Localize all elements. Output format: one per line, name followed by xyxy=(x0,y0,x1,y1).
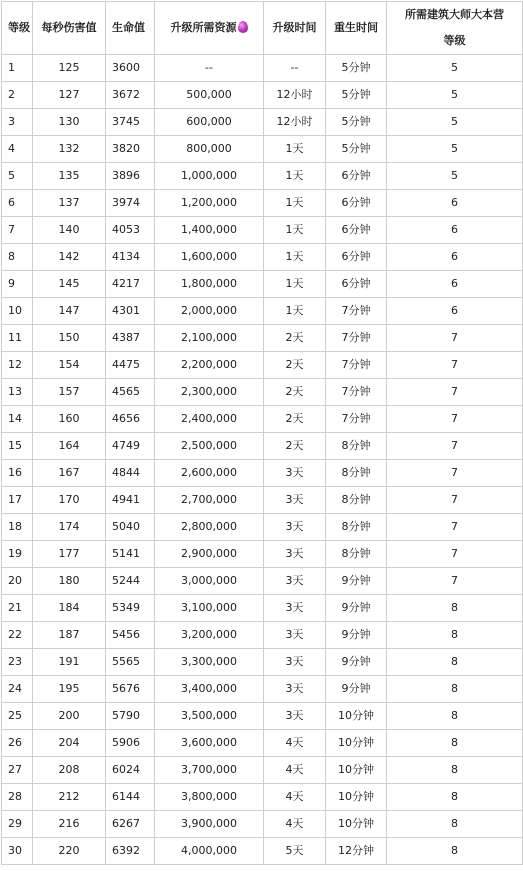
cell-level: 14 xyxy=(2,406,33,433)
cell-required-level: 6 xyxy=(387,271,523,298)
cell-respawn-time: 10分钟 xyxy=(326,784,387,811)
cell-hp: 5906 xyxy=(106,730,155,757)
cell-dps: 130 xyxy=(33,109,106,136)
table-row xyxy=(2,541,523,568)
cell-dps: 157 xyxy=(33,379,106,406)
cell-required-level: 5 xyxy=(387,82,523,109)
cell-cost: 2,700,000 xyxy=(155,487,264,514)
cell-upgrade-time: 1天 xyxy=(264,136,326,163)
cell-respawn-time: 9分钟 xyxy=(326,676,387,703)
cell-cost: 3,800,000 xyxy=(155,784,264,811)
cell-upgrade-time: 3天 xyxy=(264,676,326,703)
cell-level: 27 xyxy=(2,757,33,784)
cell-required-level: 8 xyxy=(387,703,523,730)
cell-cost: 3,100,000 xyxy=(155,595,264,622)
cell-hp: 4134 xyxy=(106,244,155,271)
cell-dps: 135 xyxy=(33,163,106,190)
cell-dps: 191 xyxy=(33,649,106,676)
cell-level: 17 xyxy=(2,487,33,514)
table-row xyxy=(2,190,523,217)
cell-hp: 4387 xyxy=(106,325,155,352)
cell-level: 28 xyxy=(2,784,33,811)
cell-cost: 2,600,000 xyxy=(155,460,264,487)
cell-cost: 1,600,000 xyxy=(155,244,264,271)
cell-dps: 212 xyxy=(33,784,106,811)
cell-required-level: 5 xyxy=(387,163,523,190)
cell-cost: 1,200,000 xyxy=(155,190,264,217)
cell-dps: 220 xyxy=(33,838,106,865)
cell-required-level: 8 xyxy=(387,676,523,703)
cell-hp: 4053 xyxy=(106,217,155,244)
cell-required-level: 7 xyxy=(387,406,523,433)
cell-level: 13 xyxy=(2,379,33,406)
cell-required-level: 6 xyxy=(387,217,523,244)
cell-level: 24 xyxy=(2,676,33,703)
cell-level: 22 xyxy=(2,622,33,649)
cell-required-level: 8 xyxy=(387,757,523,784)
table-row xyxy=(2,244,523,271)
cell-dps: 154 xyxy=(33,352,106,379)
table-row xyxy=(2,622,523,649)
cell-required-level: 5 xyxy=(387,55,523,82)
cell-respawn-time: 8分钟 xyxy=(326,460,387,487)
cell-respawn-time: 9分钟 xyxy=(326,649,387,676)
header-cost-label: 升级所需资源 xyxy=(170,21,237,34)
cell-hp: 3974 xyxy=(106,190,155,217)
cell-level: 5 xyxy=(2,163,33,190)
cell-respawn-time: 7分钟 xyxy=(326,298,387,325)
cell-respawn-time: 5分钟 xyxy=(326,136,387,163)
cell-hp: 3896 xyxy=(106,163,155,190)
cell-upgrade-time: 3天 xyxy=(264,649,326,676)
cell-hp: 4565 xyxy=(106,379,155,406)
table-row xyxy=(2,811,523,838)
table-row xyxy=(2,298,523,325)
header-respawn-time: 重生时间 xyxy=(326,2,387,55)
cell-upgrade-time: 3天 xyxy=(264,622,326,649)
cell-hp: 3745 xyxy=(106,109,155,136)
header-hp: 生命值 xyxy=(106,2,155,55)
table-row xyxy=(2,676,523,703)
cell-required-level: 7 xyxy=(387,352,523,379)
cell-cost: 3,200,000 xyxy=(155,622,264,649)
cell-level: 11 xyxy=(2,325,33,352)
cell-upgrade-time: 12小时 xyxy=(264,109,326,136)
cell-cost: 800,000 xyxy=(155,136,264,163)
table-row xyxy=(2,568,523,595)
cell-upgrade-time: 4天 xyxy=(264,811,326,838)
cell-dps: 142 xyxy=(33,244,106,271)
header-required-level-line2: 等级 xyxy=(443,34,466,47)
cell-required-level: 6 xyxy=(387,190,523,217)
table-row xyxy=(2,649,523,676)
cell-required-level: 8 xyxy=(387,595,523,622)
cell-cost: 3,600,000 xyxy=(155,730,264,757)
cell-respawn-time: 5分钟 xyxy=(326,82,387,109)
cell-hp: 4301 xyxy=(106,298,155,325)
cell-hp: 5040 xyxy=(106,514,155,541)
cell-cost: 3,500,000 xyxy=(155,703,264,730)
cell-dps: 204 xyxy=(33,730,106,757)
cell-upgrade-time: 2天 xyxy=(264,352,326,379)
cell-dps: 150 xyxy=(33,325,106,352)
table-row xyxy=(2,136,523,163)
table-row xyxy=(2,82,523,109)
cell-upgrade-time: 1天 xyxy=(264,271,326,298)
header-upgrade-time: 升级时间 xyxy=(264,2,326,55)
cell-respawn-time: 9分钟 xyxy=(326,595,387,622)
cell-hp: 5676 xyxy=(106,676,155,703)
cell-upgrade-time: 2天 xyxy=(264,406,326,433)
cell-respawn-time: 10分钟 xyxy=(326,730,387,757)
cell-required-level: 7 xyxy=(387,487,523,514)
cell-level: 26 xyxy=(2,730,33,757)
cell-dps: 167 xyxy=(33,460,106,487)
cell-respawn-time: 5分钟 xyxy=(326,55,387,82)
cell-required-level: 7 xyxy=(387,541,523,568)
cell-hp: 4217 xyxy=(106,271,155,298)
cell-dps: 200 xyxy=(33,703,106,730)
cell-required-level: 8 xyxy=(387,622,523,649)
cell-cost: 500,000 xyxy=(155,82,264,109)
cell-dps: 195 xyxy=(33,676,106,703)
cell-respawn-time: 12分钟 xyxy=(326,838,387,865)
cell-level: 29 xyxy=(2,811,33,838)
table-row xyxy=(2,325,523,352)
table-row xyxy=(2,352,523,379)
cell-cost: 1,400,000 xyxy=(155,217,264,244)
cell-hp: 3672 xyxy=(106,82,155,109)
table-row xyxy=(2,595,523,622)
table-row xyxy=(2,730,523,757)
cell-cost: 3,000,000 xyxy=(155,568,264,595)
table-row xyxy=(2,271,523,298)
cell-cost: 3,700,000 xyxy=(155,757,264,784)
cell-cost: 2,500,000 xyxy=(155,433,264,460)
elixir-drop-icon xyxy=(238,21,248,33)
cell-hp: 6267 xyxy=(106,811,155,838)
header-cost xyxy=(155,2,264,55)
cell-upgrade-time: 3天 xyxy=(264,460,326,487)
table-row xyxy=(2,109,523,136)
cell-cost: 3,300,000 xyxy=(155,649,264,676)
cell-cost: 2,800,000 xyxy=(155,514,264,541)
cell-respawn-time: 6分钟 xyxy=(326,163,387,190)
cell-hp: 4749 xyxy=(106,433,155,460)
table-row xyxy=(2,406,523,433)
table-header-row xyxy=(2,2,523,55)
cell-cost: 3,400,000 xyxy=(155,676,264,703)
cell-hp: 6392 xyxy=(106,838,155,865)
table-body xyxy=(2,55,523,865)
cell-cost: -- xyxy=(155,55,264,82)
cell-dps: 170 xyxy=(33,487,106,514)
cell-dps: 125 xyxy=(33,55,106,82)
cell-hp: 5349 xyxy=(106,595,155,622)
cell-upgrade-time: 1天 xyxy=(264,298,326,325)
cell-respawn-time: 10分钟 xyxy=(326,757,387,784)
cell-respawn-time: 9分钟 xyxy=(326,568,387,595)
cell-hp: 4656 xyxy=(106,406,155,433)
cell-level: 15 xyxy=(2,433,33,460)
table-row xyxy=(2,757,523,784)
cell-upgrade-time: 3天 xyxy=(264,568,326,595)
cell-level: 4 xyxy=(2,136,33,163)
cell-hp: 4844 xyxy=(106,460,155,487)
cell-level: 20 xyxy=(2,568,33,595)
cell-hp: 6024 xyxy=(106,757,155,784)
cell-level: 23 xyxy=(2,649,33,676)
cell-respawn-time: 6分钟 xyxy=(326,244,387,271)
cell-level: 19 xyxy=(2,541,33,568)
cell-required-level: 8 xyxy=(387,838,523,865)
table-row xyxy=(2,217,523,244)
cell-level: 21 xyxy=(2,595,33,622)
cell-upgrade-time: 2天 xyxy=(264,379,326,406)
cell-upgrade-time: 4天 xyxy=(264,784,326,811)
cell-level: 18 xyxy=(2,514,33,541)
cell-dps: 140 xyxy=(33,217,106,244)
cell-level: 2 xyxy=(2,82,33,109)
table-row xyxy=(2,433,523,460)
cell-level: 6 xyxy=(2,190,33,217)
cell-respawn-time: 6分钟 xyxy=(326,271,387,298)
cell-dps: 132 xyxy=(33,136,106,163)
cell-cost: 2,400,000 xyxy=(155,406,264,433)
header-dps: 每秒伤害值 xyxy=(33,2,106,55)
cell-cost: 2,300,000 xyxy=(155,379,264,406)
cell-respawn-time: 8分钟 xyxy=(326,433,387,460)
cell-dps: 208 xyxy=(33,757,106,784)
cell-upgrade-time: 3天 xyxy=(264,514,326,541)
cell-cost: 2,900,000 xyxy=(155,541,264,568)
header-required-level-line1: 所需建筑大师大本营 xyxy=(405,8,504,21)
cell-respawn-time: 7分钟 xyxy=(326,406,387,433)
cell-respawn-time: 8分钟 xyxy=(326,541,387,568)
cell-upgrade-time: 1天 xyxy=(264,244,326,271)
cell-upgrade-time: 3天 xyxy=(264,541,326,568)
cell-required-level: 7 xyxy=(387,460,523,487)
table-row xyxy=(2,487,523,514)
cell-dps: 180 xyxy=(33,568,106,595)
cell-level: 7 xyxy=(2,217,33,244)
cell-cost: 2,100,000 xyxy=(155,325,264,352)
cell-upgrade-time: -- xyxy=(264,55,326,82)
table-row xyxy=(2,460,523,487)
cell-upgrade-time: 5天 xyxy=(264,838,326,865)
cell-dps: 137 xyxy=(33,190,106,217)
cell-hp: 5141 xyxy=(106,541,155,568)
cell-cost: 2,200,000 xyxy=(155,352,264,379)
cell-level: 8 xyxy=(2,244,33,271)
cell-hp: 4475 xyxy=(106,352,155,379)
cell-respawn-time: 5分钟 xyxy=(326,109,387,136)
cell-upgrade-time: 1天 xyxy=(264,217,326,244)
cell-level: 1 xyxy=(2,55,33,82)
cell-respawn-time: 9分钟 xyxy=(326,622,387,649)
cell-level: 25 xyxy=(2,703,33,730)
cell-dps: 177 xyxy=(33,541,106,568)
cell-level: 16 xyxy=(2,460,33,487)
cell-respawn-time: 7分钟 xyxy=(326,352,387,379)
cell-respawn-time: 10分钟 xyxy=(326,703,387,730)
cell-dps: 174 xyxy=(33,514,106,541)
table-row xyxy=(2,163,523,190)
cell-cost: 1,800,000 xyxy=(155,271,264,298)
cell-upgrade-time: 2天 xyxy=(264,433,326,460)
cell-upgrade-time: 3天 xyxy=(264,703,326,730)
cell-respawn-time: 10分钟 xyxy=(326,811,387,838)
cell-upgrade-time: 2天 xyxy=(264,325,326,352)
cell-upgrade-time: 3天 xyxy=(264,595,326,622)
cell-upgrade-time: 1天 xyxy=(264,163,326,190)
table-row xyxy=(2,379,523,406)
cell-cost: 2,000,000 xyxy=(155,298,264,325)
cell-cost: 4,000,000 xyxy=(155,838,264,865)
cell-respawn-time: 8分钟 xyxy=(326,487,387,514)
table-row xyxy=(2,55,523,82)
cell-required-level: 6 xyxy=(387,298,523,325)
hero-upgrade-table xyxy=(1,1,523,865)
cell-dps: 147 xyxy=(33,298,106,325)
cell-required-level: 7 xyxy=(387,514,523,541)
cell-required-level: 7 xyxy=(387,325,523,352)
cell-dps: 187 xyxy=(33,622,106,649)
cell-required-level: 7 xyxy=(387,379,523,406)
cell-hp: 5456 xyxy=(106,622,155,649)
header-level: 等级 xyxy=(2,2,33,55)
header-required-level xyxy=(387,2,523,55)
cell-hp: 3600 xyxy=(106,55,155,82)
cell-dps: 184 xyxy=(33,595,106,622)
cell-cost: 1,000,000 xyxy=(155,163,264,190)
cell-respawn-time: 6分钟 xyxy=(326,190,387,217)
cell-level: 3 xyxy=(2,109,33,136)
cell-hp: 4941 xyxy=(106,487,155,514)
cell-level: 12 xyxy=(2,352,33,379)
cell-required-level: 6 xyxy=(387,244,523,271)
cell-required-level: 5 xyxy=(387,136,523,163)
cell-level: 30 xyxy=(2,838,33,865)
cell-respawn-time: 6分钟 xyxy=(326,217,387,244)
cell-respawn-time: 7分钟 xyxy=(326,325,387,352)
cell-required-level: 7 xyxy=(387,433,523,460)
cell-required-level: 8 xyxy=(387,784,523,811)
cell-level: 10 xyxy=(2,298,33,325)
cell-required-level: 7 xyxy=(387,568,523,595)
cell-cost: 3,900,000 xyxy=(155,811,264,838)
cell-dps: 160 xyxy=(33,406,106,433)
cell-cost: 600,000 xyxy=(155,109,264,136)
cell-dps: 127 xyxy=(33,82,106,109)
cell-required-level: 8 xyxy=(387,811,523,838)
cell-hp: 6144 xyxy=(106,784,155,811)
table-row xyxy=(2,514,523,541)
table-row xyxy=(2,703,523,730)
cell-upgrade-time: 1天 xyxy=(264,190,326,217)
cell-hp: 5790 xyxy=(106,703,155,730)
table-row xyxy=(2,784,523,811)
cell-hp: 5244 xyxy=(106,568,155,595)
cell-hp: 3820 xyxy=(106,136,155,163)
cell-respawn-time: 7分钟 xyxy=(326,379,387,406)
cell-upgrade-time: 3天 xyxy=(264,487,326,514)
cell-dps: 145 xyxy=(33,271,106,298)
table-row xyxy=(2,838,523,865)
cell-dps: 164 xyxy=(33,433,106,460)
cell-required-level: 8 xyxy=(387,649,523,676)
cell-respawn-time: 8分钟 xyxy=(326,514,387,541)
cell-required-level: 8 xyxy=(387,730,523,757)
cell-hp: 5565 xyxy=(106,649,155,676)
cell-upgrade-time: 12小时 xyxy=(264,82,326,109)
cell-upgrade-time: 4天 xyxy=(264,730,326,757)
cell-required-level: 5 xyxy=(387,109,523,136)
cell-dps: 216 xyxy=(33,811,106,838)
cell-level: 9 xyxy=(2,271,33,298)
cell-upgrade-time: 4天 xyxy=(264,757,326,784)
